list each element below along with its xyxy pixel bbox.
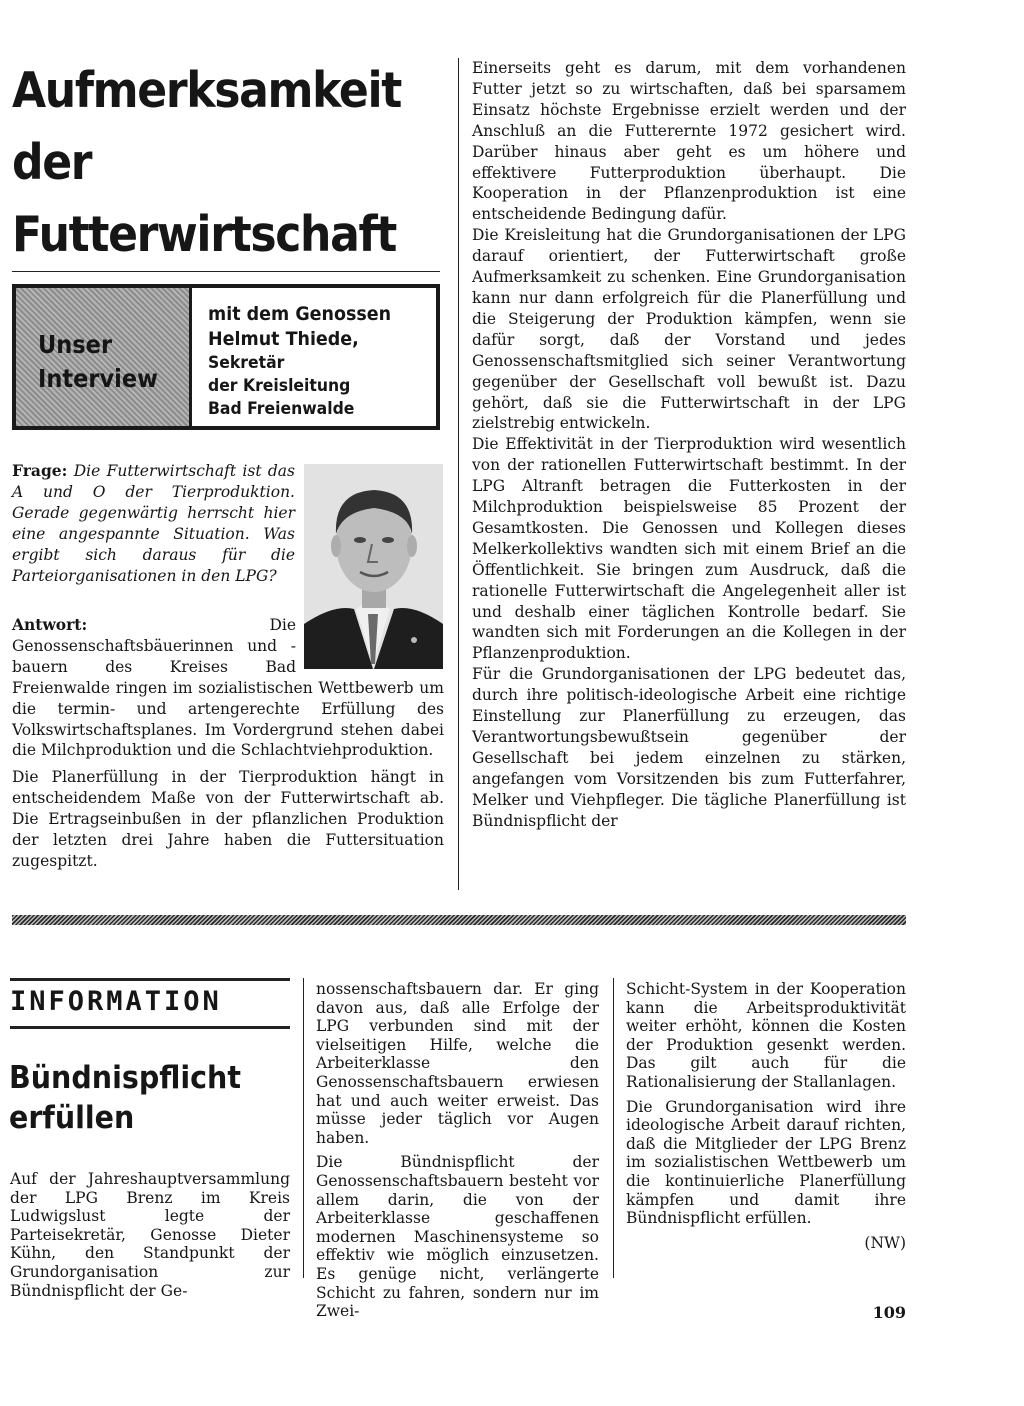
interview-label-line-1: Unser xyxy=(38,330,113,359)
interview-line-2: Helmut Thiede, xyxy=(208,328,359,350)
info-column-3 xyxy=(626,980,906,1252)
question-label: Frage: xyxy=(12,461,68,480)
info-col3-p1: Schicht-System in der Kooperation kann die Arbeitsproduktivität weiter erhöht, können die Kosten der Produktion gesenkt werden. Das gilt auch für die Rationalisierung der Stallanlagen. xyxy=(626,980,906,1091)
right-paragraph-2: Die Kreisleitung hat die Grundorganisationen der LPG darauf orientiert, der Futterwirtschaft große Aufmerksamkeit zu schenken. Eine Grundorganisation kann nur dann erfolgreich für die Planerfüllung und die Steigerung der Produktion kämpfen, wenn sie dafür sorgt, daß der Vorstand und jedes Genossenschaftsmitglied sich seiner Verantwortung gegenüber der Gesellschaft voll bewußt ist. Dazu gehört, daß sie die Futterwirtschaft in der LPG zielstrebig entwickeln. xyxy=(472,226,906,433)
info-divider-1 xyxy=(303,978,304,1278)
info-headline xyxy=(9,1058,267,1138)
article-headline xyxy=(12,55,401,271)
right-paragraph-4: Für die Grundorganisationen der LPG bedeutet das, durch ihre politisch-ideologische Arbeit eine richtige Einstellung zur Planerfüllung zu erzeugen, das Verantwortungsbewußtsein gegenüber der Gesellschaft bei jedem einzelnen zu stärken, angefangen vom Vorsitzenden bis zum Futterfahrer, Melker und Viehpfleger. Die tägliche Planerfüllung ist Bündnispflicht der xyxy=(472,665,906,830)
right-paragraph-1: Einerseits geht es darum, mit dem vorhandenen Futter jetzt so zu wirtschaften, daß bei sparsamem Einsatz höchste Ergebnisse erzielt werden und der Anschluß an die Futterernte 1972 gesichert wird. Darüber hinaus aber geht es um höhere und effektivere Futterproduktion überhaupt. Die Kooperation in der Pflanzenproduktion ist eine entscheidende Bedingung dafür. xyxy=(472,59,906,224)
headline-line-3: Futterwirtschaft xyxy=(12,206,397,263)
interview-line-3: Sekretär xyxy=(208,353,285,373)
signature: (NW) xyxy=(864,1233,906,1252)
section-separator xyxy=(12,915,906,925)
headline-line-1: Aufmerksamkeit xyxy=(12,62,401,119)
question-text: Die Futterwirtschaft ist das A und O der Tierproduktion. Gerade gegenwärtig herrscht hier eine angespannte Situation. Was ergibt sich daraus für die Parteiorganisationen in den LPG? xyxy=(12,462,295,585)
headline-line-2: der xyxy=(12,134,92,191)
column-divider xyxy=(458,58,459,890)
right-paragraph-3: Die Effektivität in der Tierproduktion wird wesentlich von der rationellen Futterwirtschaft bestimmt. In der LPG Altranft betragen die Futterkosten in der Milchproduktion beispielsweise 85 Prozent der Gesamtkosten. Die Genossen und Kollegen dieses Melkerkollektivs wandten sich mit einem Brief an die Öffentlichkeit. Sie bringen zum Ausdruck, daß die rationelle Futterwirtschaft die Angelegenheit aller ist und deshalb einer täglichen Kontrolle bedarf. Sie wandten sich mit Forderungen an die Kollegen in der Pflanzenproduktion. xyxy=(472,435,906,663)
answer-label: Antwort: xyxy=(12,615,88,634)
question-block xyxy=(12,461,295,586)
interview-line-4: der Kreisleitung xyxy=(208,376,351,396)
info-divider-2 xyxy=(613,978,614,1278)
answer-text: Die Genossenschaftsbäuerinnen und -bauern des Kreises Bad Freienwalde ringen im sozialistischen Wettbewerb um die termin- und artengerechte Erfüllung des Volkswirtschaftsplanes. Im Vordergrund stehen dabei die Milchproduktion und die Schlachtviehproduktion. xyxy=(12,616,444,760)
interview-line-1: mit dem Genossen xyxy=(208,303,392,325)
info-column-2 xyxy=(316,980,599,1321)
interview-label xyxy=(16,288,192,426)
info-column-1 xyxy=(10,1170,290,1300)
info-headline-line-2: erfüllen xyxy=(9,1100,135,1136)
info-rule-top xyxy=(10,978,290,981)
interview-info xyxy=(192,288,407,426)
info-col2-p2: Die Bündnispflicht der Genossenschaftsbauern besteht vor allem darin, die von der Arbeiterklasse geschaffenen modernen Maschinensysteme so effektiv wie möglich einzusetzen. Es genüge nicht, verlängerte Schicht zu fahren, sondern nur im Zwei- xyxy=(316,1153,599,1321)
info-rule-bottom xyxy=(10,1026,290,1029)
answer-block xyxy=(12,615,444,872)
info-title: INFORMATION xyxy=(10,986,222,1017)
interview-box xyxy=(12,284,440,430)
page-number: 109 xyxy=(872,1303,906,1322)
info-headline-line-1: Bündnispflicht xyxy=(9,1060,241,1096)
info-col3-p2: Die Grundorganisation wird ihre ideologische Arbeit darauf richten, daß die Mitglieder der LPG Brenz im sozialistischen Wettbewerb um die kontinuierliche Planerfüllung kämpfen und damit ihre Bündnispflicht erfüllen. xyxy=(626,1097,906,1228)
left-paragraph-2: Die Planerfüllung in der Tierproduktion hängt in entscheidendem Maße von der Futterwirtschaft ab. Die Ertragseinbußen in der pflanzlichen Produktion der letzten drei Jahre haben die Futtersituation zugespitzt. xyxy=(12,768,444,870)
interview-label-line-2: Interview xyxy=(38,364,158,393)
interview-line-5: Bad Freienwalde xyxy=(208,399,355,419)
info-col2-p1: nossenschaftsbauern dar. Er ging davon aus, daß alle Erfolge der LPG verbunden sind mit der vielseitigen Hilfe, welche die Arbeiterklasse den Genossenschaftsbauern erwiesen hat und auch weiter erweist. Das müsse jeder täglich vor Augen haben. xyxy=(316,980,599,1147)
right-column xyxy=(472,58,906,832)
headline-rule xyxy=(12,271,440,272)
info-col1-text: Auf der Jahreshauptversammlung der LPG Brenz im Kreis Ludwigslust legte der Parteisekretär, Genosse Dieter Kühn, den Standpunkt der Grundorganisation zur Bündnispflicht der Ge- xyxy=(10,1170,290,1300)
